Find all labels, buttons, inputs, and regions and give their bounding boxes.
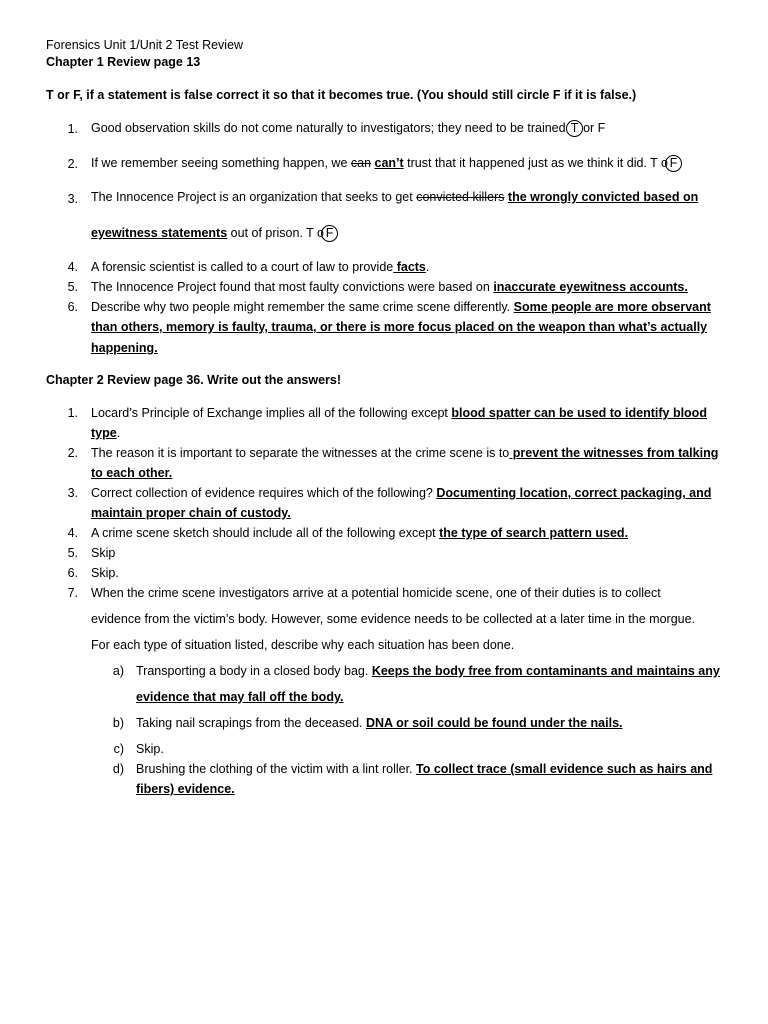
ch1-q1-tail: or F	[583, 121, 606, 135]
ch2-q1-line1	[91, 406, 707, 420]
ch1-q3-answer-b: eyewitness statements	[91, 226, 228, 240]
ch1-q5-number: 5.	[67, 280, 78, 294]
ch2-q2-pre: The reason it is important to separate the witnesses at the crime scene is to	[91, 446, 510, 460]
ch1-q2-circled-answer: F	[665, 155, 682, 172]
ch2-q1-number: 1.	[67, 406, 78, 420]
ch2-q4	[91, 526, 628, 540]
ch2-q7-number: 7.	[67, 586, 78, 600]
ch2-q3-answer-b: maintain proper chain of custody.	[91, 506, 291, 520]
ch2-q7-c-text: Skip.	[136, 742, 164, 756]
ch1-q6-line1	[91, 300, 711, 314]
ch1-q4-pre: A forensic scientist is called to a court of law to provide	[91, 260, 394, 274]
ch1-q5-answer: inaccurate eyewitness accounts.	[493, 280, 688, 294]
ch1-q2	[91, 155, 682, 172]
ch2-q3-number: 3.	[67, 486, 78, 500]
ch2-q7-c-label: c)	[113, 742, 124, 756]
instructions: T or F, if a statement is false correct it so that it becomes true. (You should still circle F if it is false.)	[46, 88, 637, 102]
chapter1-heading: Chapter 1 Review page 13	[46, 55, 201, 69]
ch2-q3-answer-a: Documenting location, correct packaging, and	[436, 486, 712, 500]
ch1-q1-number: 1.	[67, 122, 78, 136]
ch2-q7-line1: When the crime scene investigators arrive at a potential homicide scene, one of their duties is to collect	[91, 586, 661, 600]
ch2-q4-pre: A crime scene sketch should include all of the following except	[91, 526, 440, 540]
ch1-q6-number: 6.	[67, 300, 78, 314]
ch2-q7-b-answer: DNA or soil could be found under the nails.	[366, 716, 623, 730]
ch1-q1-text: Good observation skills do not come naturally to investigators; they need to be trained	[91, 121, 570, 135]
ch1-q6-answer-c: happening.	[91, 341, 158, 355]
ch1-q3-answer-a: the wrongly convicted based on	[507, 190, 699, 204]
ch1-q4-post: .	[425, 260, 430, 274]
ch2-q1-line2	[91, 426, 120, 440]
ch2-q7-d-label: d)	[112, 762, 124, 776]
ch2-q3-line1	[91, 486, 711, 500]
ch2-q4-answer: the type of search pattern used.	[439, 526, 629, 540]
ch2-q5-text: Skip	[91, 546, 116, 560]
ch2-q3-pre: Correct collection of evidence requires which of the following?	[91, 486, 437, 500]
ch1-q3-post: out of prison. T o	[227, 226, 325, 240]
ch1-q2-struck: can	[350, 156, 372, 170]
ch2-q7-a-answer-a: Keeps the body free from contaminants and maintains any	[371, 664, 720, 678]
ch2-q7-d-answer-b: fibers) evidence.	[136, 782, 235, 796]
ch1-q5-pre: The Innocence Project found that most faulty convictions were based on	[91, 280, 494, 294]
ch1-q3-pre: The Innocence Project is an organization that seeks to get	[91, 190, 417, 204]
ch2-q6-number: 6.	[67, 566, 78, 580]
ch2-q7-line2: evidence from the victim’s body. However, some evidence needs to be collected at a later time in the morgue.	[91, 612, 696, 626]
ch2-q7-b	[136, 716, 623, 730]
ch2-q7-a-answer-b: evidence that may fall off the body.	[136, 690, 344, 704]
ch2-q7-a-pre: Transporting a body in a closed body bag.	[136, 664, 372, 678]
ch1-q6-answer-a: Some people are more observant	[513, 300, 711, 314]
ch2-q2-number: 2.	[67, 446, 78, 460]
ch1-q6-pre: Describe why two people might remember the same crime scene differently.	[91, 300, 514, 314]
ch2-q2-line1	[91, 446, 718, 460]
ch2-q7-a-label: a)	[112, 664, 124, 678]
ch2-q5-number: 5.	[67, 546, 78, 560]
ch1-q3-struck: convicted killers	[416, 190, 505, 204]
ch2-q1-post: .	[116, 426, 121, 440]
ch1-q6-answer-b: than others, memory is faulty, trauma, or there is more focus placed on the weapon than what’s actually	[91, 320, 708, 334]
ch1-q3-line1	[91, 190, 698, 204]
chapter2-heading: Chapter 2 Review page 36. Write out the answers!	[46, 373, 341, 387]
document-title: Forensics Unit 1/Unit 2 Test Review	[46, 38, 244, 52]
ch1-q3-circled-answer: F	[321, 225, 338, 242]
ch2-q1-answer-b: type	[91, 426, 117, 440]
ch2-q7-d-answer-a: To collect trace (small evidence such as hairs and	[416, 762, 713, 776]
ch1-q4-number: 4.	[67, 260, 78, 274]
ch2-q7-d-pre: Brushing the clothing of the victim with a lint roller.	[136, 762, 416, 776]
ch2-q6-text: Skip.	[91, 566, 119, 580]
ch2-q2-answer-a: prevent the witnesses from talking	[509, 446, 719, 460]
ch1-q2-answer: can’t	[374, 156, 404, 170]
ch2-q1-answer-a: blood spatter can be used to identify blood	[451, 406, 707, 420]
ch1-q3-number: 3.	[67, 192, 78, 206]
ch1-q2-pre: If we remember seeing something happen, we	[91, 156, 351, 170]
ch1-q4	[91, 260, 429, 274]
ch1-q2-post: trust that it happened just as we think it did. T o	[403, 156, 668, 170]
ch2-q7-b-label: b)	[112, 716, 124, 730]
ch1-q4-answer: facts	[393, 260, 426, 274]
ch1-q1-circled-answer: T	[566, 120, 583, 137]
ch2-q1-pre: Locard’s Principle of Exchange implies all of the following except	[91, 406, 452, 420]
ch2-q7-d-line1	[136, 762, 712, 776]
ch1-q3-line2	[91, 225, 338, 242]
ch2-q7-a-line1	[136, 664, 720, 678]
ch2-q7-b-pre: Taking nail scrapings from the deceased.	[136, 716, 366, 730]
ch1-q1	[91, 120, 605, 137]
ch2-q2-answer-b: to each other.	[91, 466, 173, 480]
ch1-q5	[91, 280, 688, 294]
ch2-q4-number: 4.	[67, 526, 78, 540]
ch1-q2-number: 2.	[67, 157, 78, 171]
ch2-q7-line3: For each type of situation listed, describe why each situation has been done.	[91, 638, 515, 652]
